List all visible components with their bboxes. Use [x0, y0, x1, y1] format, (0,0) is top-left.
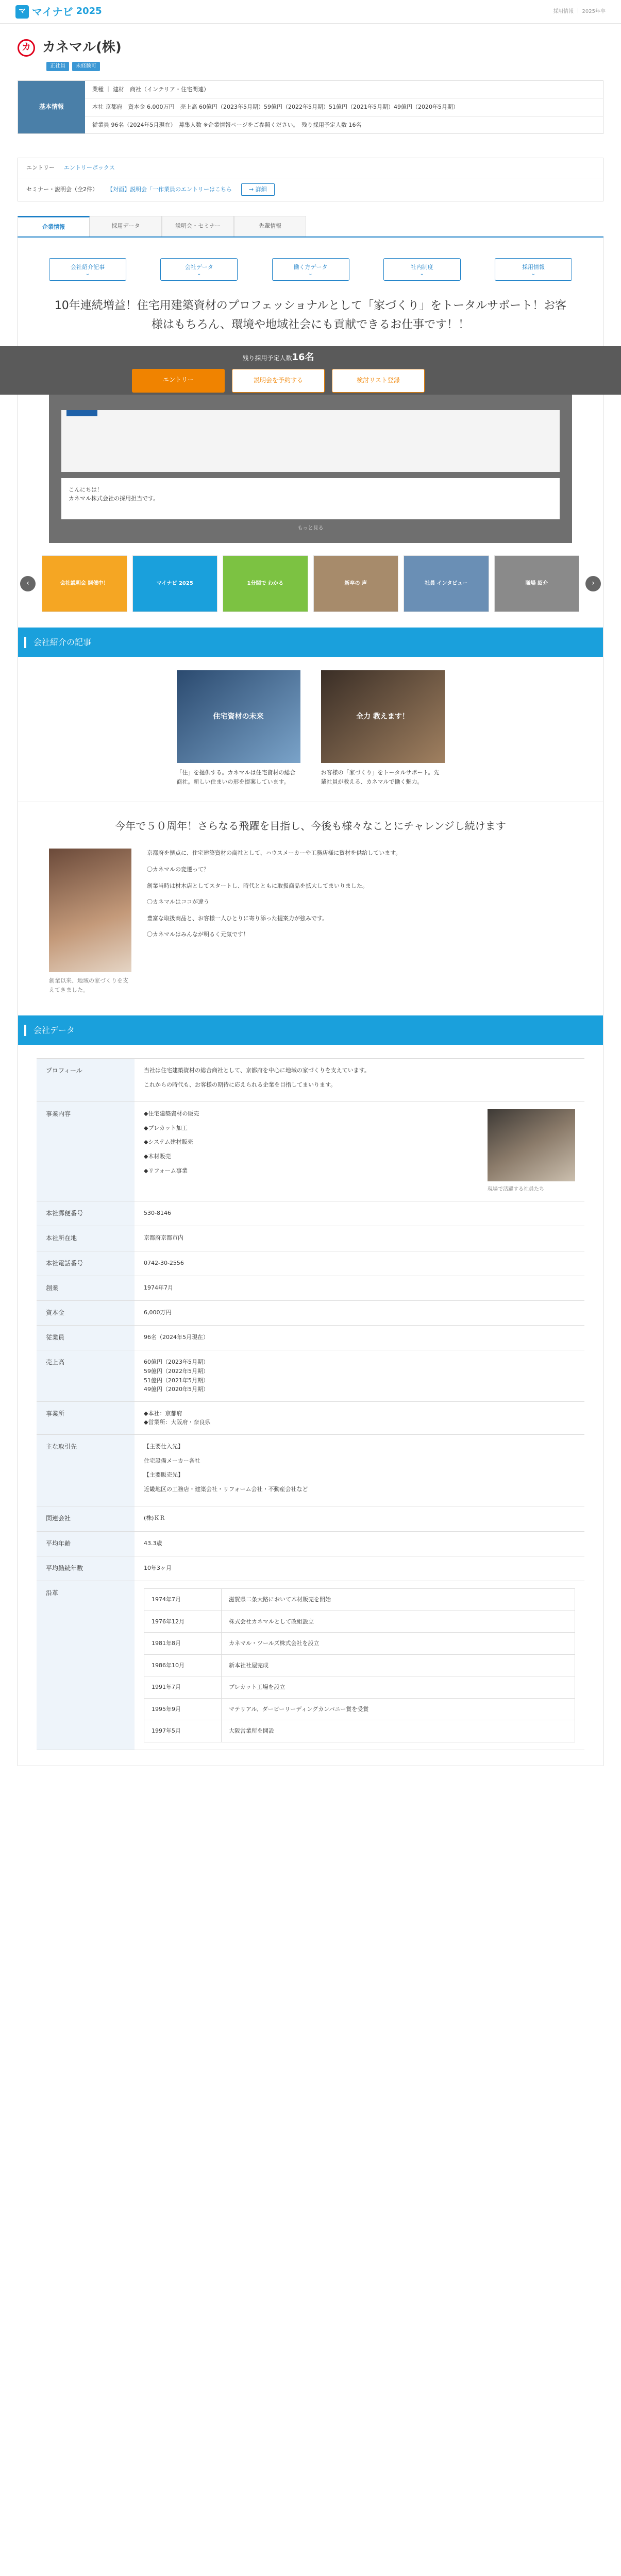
data-value: これからの時代も、お客様の期待に応えられる企業を目指してまいります。	[144, 1081, 337, 1088]
data-label: 本社所在地	[37, 1226, 135, 1250]
history-row: 1974年7月 滋賀県二条大路において木材販売を開始	[144, 1588, 575, 1611]
article-image: 全力 教えます！	[321, 670, 445, 763]
article-text: お客様の「家づくり」をトータルサポート。先輩社員が教える、カネマルで働く魅力。	[321, 769, 440, 785]
company-logo	[66, 410, 97, 416]
seminar-link[interactable]: 【対面】説明会「一作業員のエントリーはこちら	[107, 185, 232, 193]
data-label: 本社郵便番号	[37, 1201, 135, 1226]
story-title: 今年で５０周年！さらなる飛躍を目指し、今後も様々なことにチャレンジし続けます	[115, 820, 506, 833]
carousel-slide[interactable]: マイナビ 2025	[132, 555, 218, 612]
image-carousel	[18, 555, 603, 612]
history-row: 1986年10月 新本社社屋完成	[144, 1654, 575, 1676]
story-paragraph: 〇カネマルはみんなが明るく元気です！	[147, 931, 249, 938]
entry-link[interactable]: エントリーボックス	[64, 164, 115, 172]
article-card[interactable]	[177, 670, 300, 786]
nav-recruit-button[interactable]: 採用情報 ⌄	[495, 258, 572, 281]
data-value: 51億円（2021年5月期）	[144, 1377, 209, 1384]
company-tags	[0, 62, 621, 80]
data-value: 【主要仕入先】	[144, 1443, 183, 1450]
data-value: ◆リフォーム事業	[144, 1167, 188, 1174]
data-row	[37, 1226, 584, 1251]
story-block	[49, 849, 572, 994]
data-row	[37, 1326, 584, 1350]
tab-recruit-data[interactable]: 採用データ	[90, 216, 162, 237]
data-value: 43.3歳	[144, 1539, 162, 1547]
data-row	[37, 1251, 584, 1276]
history-table	[144, 1588, 575, 1742]
data-row	[37, 1276, 584, 1301]
data-value: 49億円（2020年5月期）	[144, 1386, 209, 1393]
data-section-title: 会社データ	[18, 1015, 603, 1045]
carousel-slide[interactable]: 1分間で わかる	[223, 555, 308, 612]
article-card[interactable]	[321, 670, 445, 786]
data-row	[37, 1402, 584, 1435]
data-label: 平均年齢	[37, 1532, 135, 1556]
business-caption: 現場で活躍する社員たち	[488, 1187, 544, 1193]
intro-card	[61, 410, 560, 472]
tab-company[interactable]: 企業情報	[18, 216, 90, 237]
data-value: 0742-30-2556	[144, 1259, 184, 1266]
logo-mark-icon: マ	[15, 5, 29, 19]
story-caption: 創業以来、地域の家づくりを支えてきました。	[49, 977, 128, 993]
data-value: ◆住宅建築資材の販売	[144, 1110, 199, 1117]
data-value: 【主要販売先】	[144, 1471, 183, 1479]
page-tabs	[18, 216, 603, 238]
intro-message	[61, 478, 560, 519]
data-row	[37, 1581, 584, 1750]
basic-info-table	[18, 80, 603, 134]
entry-popup-band	[0, 346, 621, 395]
history-row: 1976年12月 株式会社カネマルとして改組設立	[144, 1611, 575, 1633]
article-list	[49, 670, 572, 786]
data-label: 関連会社	[37, 1506, 135, 1531]
data-label: 平均勤続年数	[37, 1556, 135, 1581]
data-row	[37, 1301, 584, 1326]
history-row: 1997年5月 大阪営業所を開設	[144, 1720, 575, 1742]
seminar-row	[18, 178, 603, 201]
data-value: ◆プレカット加工	[144, 1124, 188, 1131]
header-links[interactable]: 採用情報 ｜ 2025年卒	[553, 8, 606, 14]
story-photo	[49, 849, 131, 972]
entry-label: エントリー	[26, 164, 55, 172]
data-label: 売上高	[37, 1350, 135, 1401]
company-data-table	[37, 1058, 584, 1750]
top-bar	[0, 0, 621, 24]
data-value: ◆木材販売	[144, 1153, 171, 1160]
seminar-detail-button[interactable]: → 詳細	[241, 183, 275, 196]
articles-section-title: 会社紹介の記事	[18, 628, 603, 657]
tab-seminar[interactable]: 説明会・セミナー	[162, 216, 234, 237]
data-label: 本社電話番号	[37, 1251, 135, 1276]
data-value: 10年3ヶ月	[144, 1564, 172, 1571]
main-content	[18, 238, 603, 1766]
data-row	[37, 1556, 584, 1581]
data-value: 近畿地区の工務店・建築会社・リフォーム会社・不動産会社など	[144, 1485, 308, 1493]
intro-line: こんにちは！	[69, 486, 103, 493]
nav-articles-button[interactable]: 会社紹介記事 ⌄	[49, 258, 126, 281]
history-row: 1991年7月 プレカット工場を設立	[144, 1676, 575, 1699]
entry-row	[18, 158, 603, 178]
business-photo	[488, 1109, 575, 1181]
data-row	[37, 1435, 584, 1506]
data-label: 創業	[37, 1276, 135, 1300]
lead-text: 10年連続増益！住宅用建築資材のプロフェッショナルとして「家づくり」をトータルサポート！お客様はもちろん、環境や地域社会にも貢献できるお仕事です！！	[54, 299, 567, 332]
data-value: (株)ＫＲ	[144, 1515, 165, 1522]
story-paragraph: 豊富な取扱商品と、お客様一人ひとりに寄り添った提案力が強みです。	[147, 914, 328, 922]
data-value: 住宅設備メーカー各社	[144, 1457, 200, 1464]
carousel-slide[interactable]: 社員 インタビュー	[404, 555, 489, 612]
chevron-left-icon[interactable]: ‹	[20, 576, 36, 591]
history-row: 1981年8月 カネマル・ツールズ株式会社を設立	[144, 1633, 575, 1655]
history-label: 沿革	[37, 1581, 135, 1750]
company-header	[0, 24, 621, 62]
story-paragraph: 創業当時は材木店としてスタートし、時代とともに取扱商品を拡大してまいりました。	[147, 882, 368, 889]
data-value: 530-8146	[144, 1210, 171, 1217]
story-paragraph: 〇カネマルの変遷って？	[147, 866, 209, 873]
data-row	[37, 1532, 584, 1556]
data-value: ◆営業所：大阪府・奈良県	[144, 1419, 211, 1426]
tag: 未経験可	[72, 62, 100, 71]
remaining-number: 16名	[292, 351, 314, 363]
info-row: 本社 京都府 資本金 6,000万円 売上高 60億円（2023年5月期）59億円（2022年5月期）51億円（2021年5月期）49億円（2020年5月期）	[85, 98, 603, 116]
entry-button[interactable]: エントリー	[132, 369, 225, 392]
more-button[interactable]: もっと見る	[297, 525, 324, 531]
nav-system-button[interactable]: 社内制度 ⌄	[383, 258, 461, 281]
company-icon: カ	[18, 39, 35, 57]
story-paragraph: 京都府を拠点に、住宅建築資材の商社として、ハウスメーカーや工務店様に資材を供給しています。	[147, 850, 401, 857]
carousel-slide[interactable]: 会社説明会 開催中！	[42, 555, 127, 612]
seminar-label: セミナー・説明会（全2件）	[26, 185, 98, 193]
logo-text: マイナビ	[32, 5, 73, 18]
data-label: 事業所	[37, 1402, 135, 1434]
tab-seniors[interactable]: 先輩情報	[234, 216, 306, 237]
data-label: 資本金	[37, 1301, 135, 1325]
data-row	[37, 1350, 584, 1401]
company-name: カネマル(株)	[42, 40, 122, 55]
carousel-slide[interactable]: 職場 紹介	[494, 555, 580, 612]
chevron-right-icon[interactable]: ›	[585, 576, 601, 591]
article-image: 住宅資材の未来	[177, 670, 300, 763]
carousel-slide[interactable]: 新卒の 声	[313, 555, 399, 612]
data-value: 京都府京都市内	[144, 1234, 183, 1242]
add-to-list-button[interactable]: 検討リスト登録	[332, 369, 425, 392]
data-value: 96名（2024年5月現在）	[144, 1334, 209, 1341]
history-row: 1995年9月 マテリアル、ダービーリーディングカンパニー賞を受賞	[144, 1698, 575, 1720]
data-value: 1974年7月	[144, 1284, 173, 1291]
data-value: 6,000万円	[144, 1309, 172, 1316]
site-logo[interactable]	[15, 4, 102, 20]
data-value: ◆システム建材販売	[144, 1139, 193, 1146]
remaining-count: 残り採用予定人数16名	[242, 351, 314, 363]
data-value: 59億円（2022年5月期）	[144, 1368, 209, 1375]
data-label: 従業員	[37, 1326, 135, 1350]
data-row	[37, 1059, 584, 1102]
reserve-seminar-button[interactable]: 説明会を予約する	[232, 369, 325, 392]
intro-line: カネマル株式会社の採用担当です。	[69, 495, 159, 502]
data-label: 事業内容	[37, 1102, 135, 1201]
article-text: 「住」を提供する。カネマルは住宅資材の総合商社。新しい住まいの形を提案しています。	[176, 769, 296, 785]
section-nav	[49, 258, 572, 281]
data-row	[37, 1201, 584, 1226]
data-label: 主な取引先	[37, 1435, 135, 1506]
story-paragraph: 〇カネマルはココが違う	[147, 899, 209, 906]
basic-info-label: 基本情報	[18, 81, 85, 134]
data-value: 60億円（2023年5月期）	[144, 1359, 209, 1366]
data-row	[37, 1102, 584, 1201]
logo-year: 2025	[76, 6, 102, 17]
entry-box	[18, 158, 603, 201]
data-label: プロフィール	[37, 1059, 135, 1101]
intro-panel	[49, 395, 572, 543]
data-row	[37, 1506, 584, 1531]
info-row: 従業員 96名（2024年5月現在） 募集人数 ※企業情報ページをご参照ください。 残り採用予定人数 16名	[92, 121, 362, 128]
data-value: ◆本社：京都府	[144, 1410, 182, 1417]
nav-worker-data-button[interactable]: 働く方データ ⌄	[272, 258, 349, 281]
nav-company-data-button[interactable]: 会社データ ⌄	[160, 258, 238, 281]
tag: 正社員	[46, 62, 69, 71]
data-value: 当社は住宅建築資材の総合商社として、京都府を中心に地域の家づくりを支えています。	[144, 1067, 370, 1074]
info-row: 業種 ｜ 建材 商社（インテリア・住宅関連）	[85, 81, 603, 99]
